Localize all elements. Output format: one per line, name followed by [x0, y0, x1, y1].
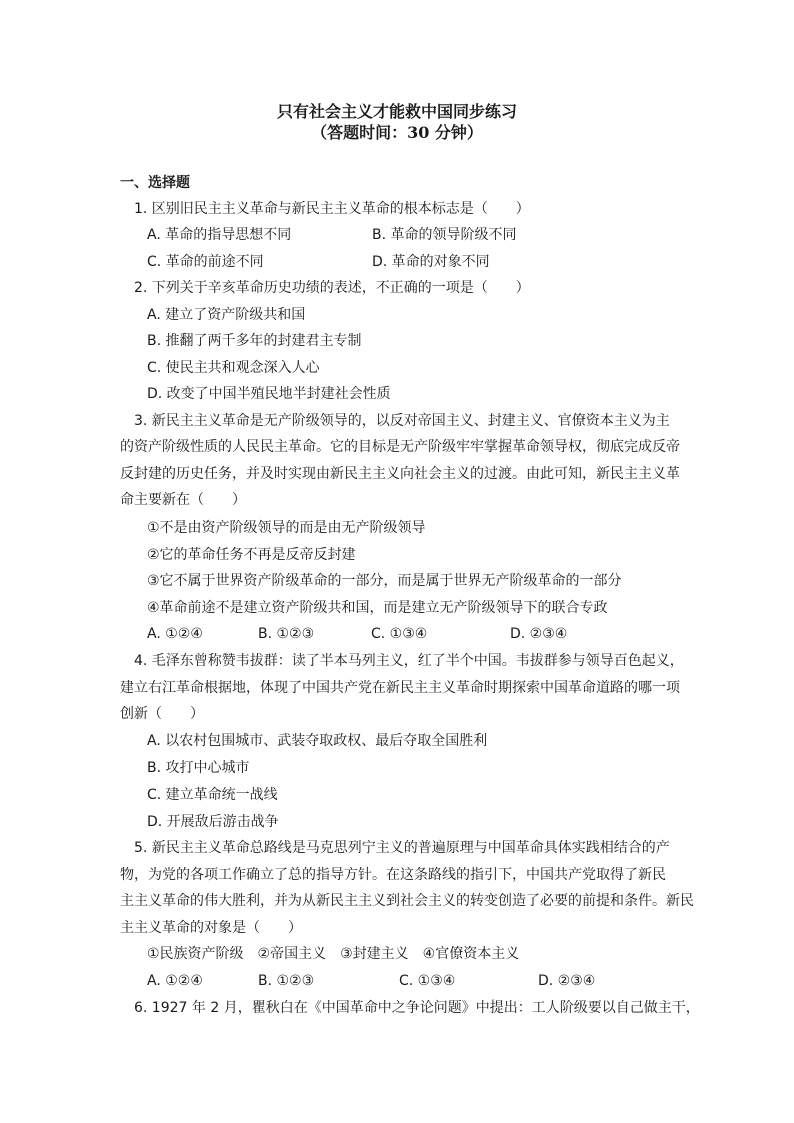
- q4-option-c: C. 建立革命统一战线: [147, 787, 278, 803]
- section-heading: 一、选择题: [120, 175, 190, 191]
- q5-option-b: B. ①②③: [258, 973, 315, 989]
- q1-option-b: B. 革命的领导阶级不同: [372, 227, 517, 243]
- q1-option-a: A. 革命的指导思想不同: [147, 227, 292, 243]
- q5-statements: ①民族资产阶级 ②帝国主义 ③封建主义 ④官僚资本主义: [147, 946, 520, 962]
- q5-option-a: A. ①②④: [147, 973, 203, 989]
- q4-stem-line-1: 4. 毛泽东曾称赞韦拔群：读了半本马列主义，红了半个中国。韦拔群参与领导百色起义，: [134, 653, 684, 669]
- q3-option-d: D. ②③④: [510, 626, 568, 642]
- q3-statement-3: ③它不属于世界资产阶级革命的一部分，而是属于世界无产阶级革命的一部分: [147, 573, 622, 589]
- q6-stem-line-1: 6. 1927 年 2 月，瞿秋白在《中国革命中之争论问题》中提出：工人阶级要以自己做主干，: [134, 1000, 700, 1016]
- q3-stem-line-1: 3. 新民主主义革命是无产阶级领导的，以反对帝国主义、封建主义、官僚资本主义为主: [134, 413, 670, 429]
- q1-stem: 1. 区别旧民主主义革命与新民主主义革命的根本标志是（ ）: [134, 201, 530, 217]
- q3-statement-2: ②它的革命任务不再是反帝反封建: [147, 547, 356, 563]
- q3-option-b: B. ①②③: [258, 626, 315, 642]
- q2-stem: 2. 下列关于辛亥革命历史功绩的表述，不正确的一项是（ ）: [134, 280, 530, 296]
- q3-statement-1: ①不是由资产阶级领导的而是由无产阶级领导: [147, 520, 426, 536]
- q4-option-d: D. 开展敌后游击战争: [147, 814, 279, 830]
- q1-option-c: C. 革命的前途不同: [147, 254, 264, 270]
- document-title: 只有社会主义才能救中国同步练习: [276, 102, 517, 121]
- q4-stem-line-3: 创新（ ）: [120, 706, 204, 722]
- q5-option-c: C. ①③④: [399, 973, 456, 989]
- q2-option-a: A. 建立了资产阶级共和国: [147, 307, 306, 323]
- q3-option-a: A. ①②④: [147, 626, 203, 642]
- q5-stem-line-1: 5. 新民主主义革命总路线是马克思列宁主义的普遍原理与中国革命具体实践相结合的产: [134, 840, 670, 856]
- q3-option-c: C. ①③④: [371, 626, 428, 642]
- q5-option-d: D. ②③④: [538, 973, 596, 989]
- q1-option-d: D. 革命的对象不同: [372, 254, 490, 270]
- q4-stem-line-2: 建立右江革命根据地，体现了中国共产党在新民主主义革命时期探索中国革命道路的哪一项: [120, 680, 680, 696]
- document-subtitle: （答题时间：30 分钟）: [311, 123, 483, 142]
- q5-stem-line-2: 物，为党的各项工作确立了总的指导方针。在这条路线的指引下，中国共产党取得了新民: [120, 867, 666, 883]
- q2-option-b: B. 推翻了两千多年的封建君主专制: [147, 333, 362, 349]
- q2-option-d: D. 改变了中国半殖民地半封建社会性质: [147, 386, 391, 402]
- q5-stem-line-4: 主主义革命的对象是（ ）: [120, 920, 302, 936]
- q3-statement-4: ④革命前途不是建立资产阶级共和国，而是建立无产阶级领导下的联合专政: [147, 600, 608, 616]
- q3-stem-line-4: 命主要新在（ ）: [120, 492, 246, 508]
- q3-stem-line-3: 反封建的历史任务，并及时实现由新民主主义向社会主义的过渡。由此可知，新民主主义革: [120, 466, 680, 482]
- q4-option-a: A. 以农村包围城市、武装夺取政权、最后夺取全国胜利: [147, 733, 488, 749]
- q3-stem-line-2: 的资产阶级性质的人民民主革命。它的目标是无产阶级牢牢掌握革命领导权，彻底完成反帝: [120, 439, 680, 455]
- q4-option-b: B. 攻打中心城市: [147, 760, 250, 776]
- q5-stem-line-3: 主主义革命的伟大胜利，并为从新民主主义到社会主义的转变创造了必要的前提和条件。新民: [120, 893, 694, 909]
- q2-option-c: C. 使民主共和观念深入人心: [147, 360, 320, 376]
